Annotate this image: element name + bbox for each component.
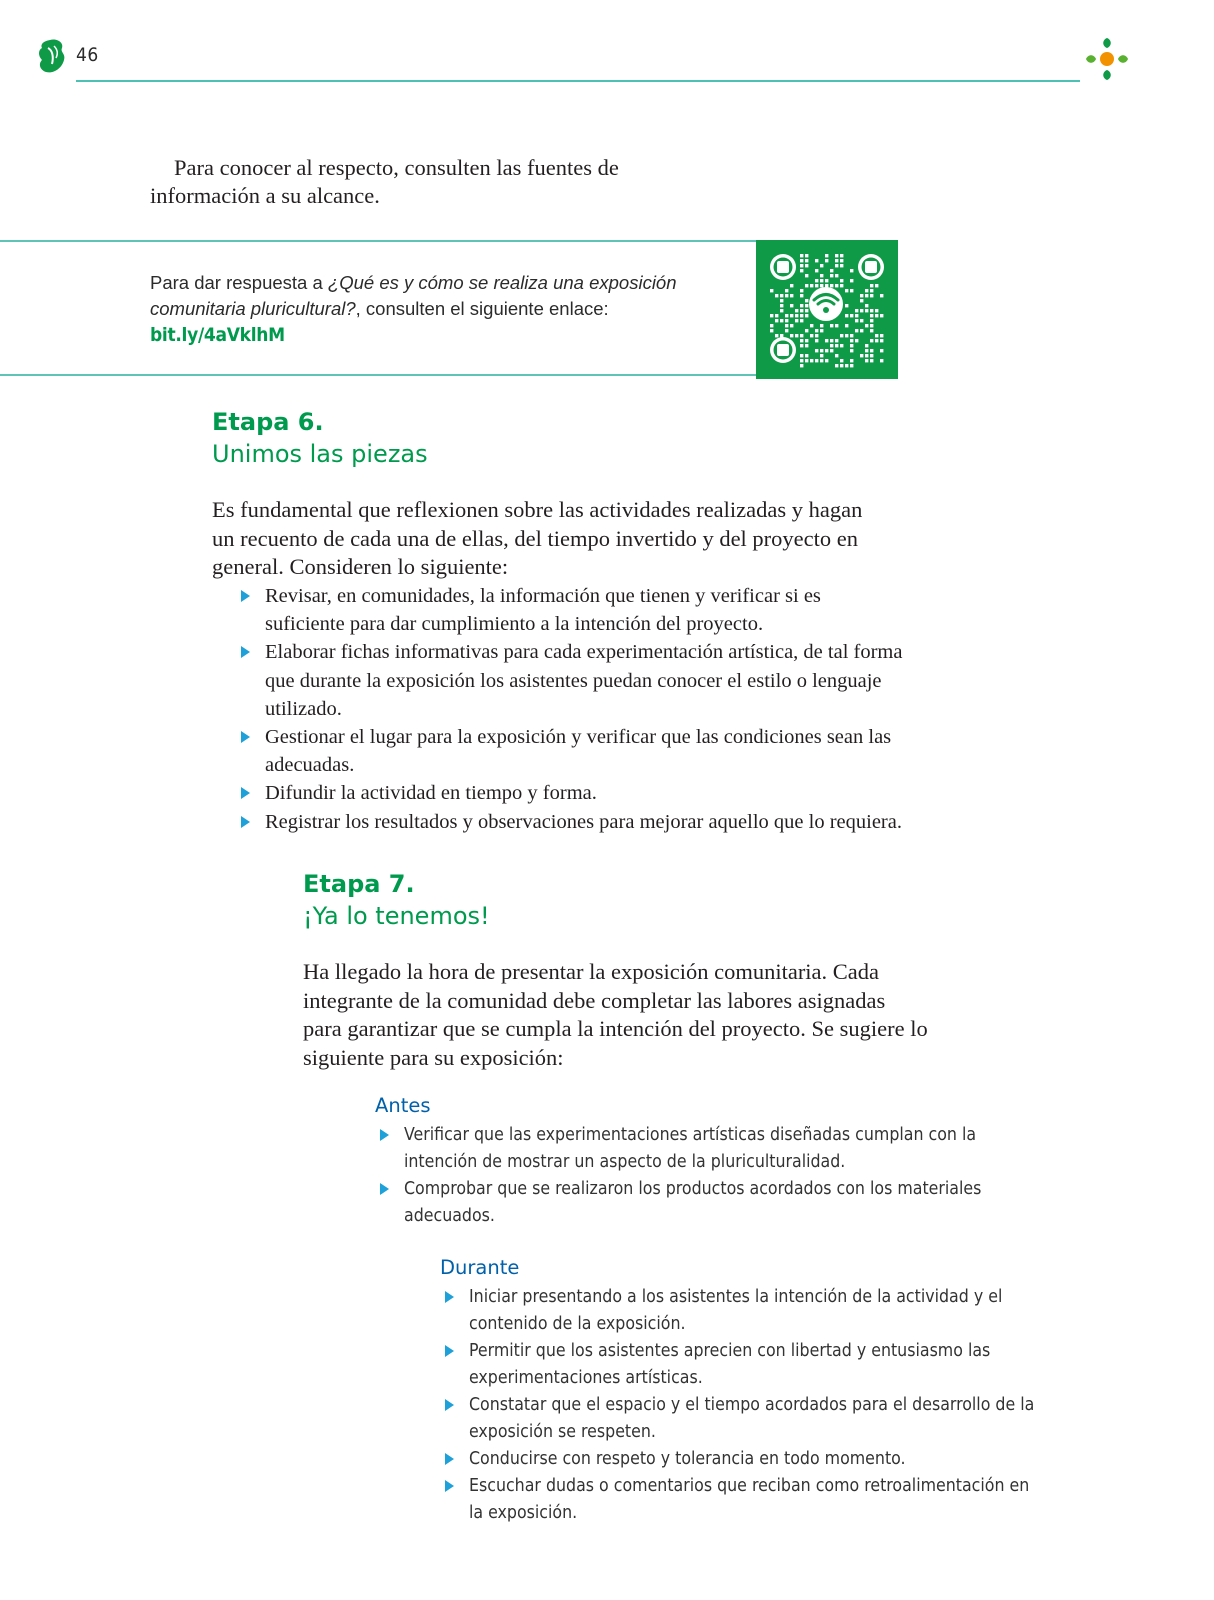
link-box-text: Para dar respuesta a ¿Qué es y cómo se realiza una exposición comunitaria pluricultural?, consulten el siguiente enlace: bit.ly/4aVklhM: [150, 270, 750, 348]
list-item: Comprobar que se realizaron los productos acordados con los materiales adecuados.: [404, 1176, 994, 1230]
list-item: Constatar que el espacio y el tiempo acordados para el desarrollo de la exposición se respeten.: [469, 1392, 1039, 1446]
durante-list: [469, 1284, 1039, 1527]
etapa6-intro: Es fundamental que reflexionen sobre las actividades realizadas y hagan un recuento de cada una de ellas, del tiempo invertido y del proyecto en general. Consideren lo siguiente:: [212, 497, 863, 579]
link-question: ¿Qué es y cómo se realiza una exposición comunitaria pluricultural?: [150, 272, 677, 319]
list-item: Difundir la actividad en tiempo y forma.: [265, 779, 905, 807]
page-number: 46: [76, 44, 99, 66]
etapa6-heading: Etapa 6. Unimos las piezas: [212, 408, 428, 468]
list-item: Escuchar dudas o comentarios que reciban como retroalimentación en la exposición.: [469, 1473, 1039, 1527]
leaf-logo-icon: [36, 38, 68, 76]
header-divider: [76, 80, 1080, 82]
etapa7-heading: Etapa 7. ¡Ya lo tenemos!: [303, 870, 490, 930]
list-item: Registrar los resultados y observaciones para mejorar aquello que lo requiera.: [265, 808, 905, 836]
etapa7-intro: Ha llegado la hora de presentar la exposición comunitaria. Cada integrante de la comunidad debe completar las labores asignadas para garantizar que se cumpla la intención del proyecto. Se sugiere lo siguiente para su exposición:: [303, 959, 928, 1070]
list-item: Verificar que las experimentaciones artísticas diseñadas cumplan con la intención de mostrar un aspecto de la pluriculturalidad.: [404, 1122, 994, 1176]
qr-code-icon: [756, 240, 898, 379]
list-item: Elaborar fichas informativas para cada experimentación artística, de tal forma que durante la exposición los asistentes puedan conocer el estilo o lenguaje utilizado.: [265, 638, 905, 723]
flower-logo-icon: [1082, 34, 1132, 84]
resource-link[interactable]: bit.ly/4aVklhM: [150, 324, 285, 346]
list-item: Conducirse con respeto y tolerancia en todo momento.: [469, 1446, 1039, 1473]
list-item: Iniciar presentando a los asistentes la intención de la actividad y el contenido de la exposición.: [469, 1284, 1039, 1338]
durante-heading: Durante: [440, 1256, 520, 1279]
list-item: Permitir que los asistentes aprecien con libertad y entusiasmo las experimentaciones artísticas.: [469, 1338, 1039, 1392]
list-item: Gestionar el lugar para la exposición y verificar que las condiciones sean las adecuadas.: [265, 723, 905, 779]
qr-code-panel[interactable]: [756, 240, 898, 379]
intro-paragraph: Para conocer al respecto, consulten las fuentes de información a su alcance.: [150, 155, 619, 208]
antes-heading: Antes: [375, 1094, 431, 1117]
antes-list: [404, 1122, 994, 1230]
list-item: Revisar, en comunidades, la información que tienen y verificar si es suficiente para dar cumplimiento a la intención del proyecto.: [265, 582, 905, 638]
etapa6-list: [265, 582, 905, 836]
